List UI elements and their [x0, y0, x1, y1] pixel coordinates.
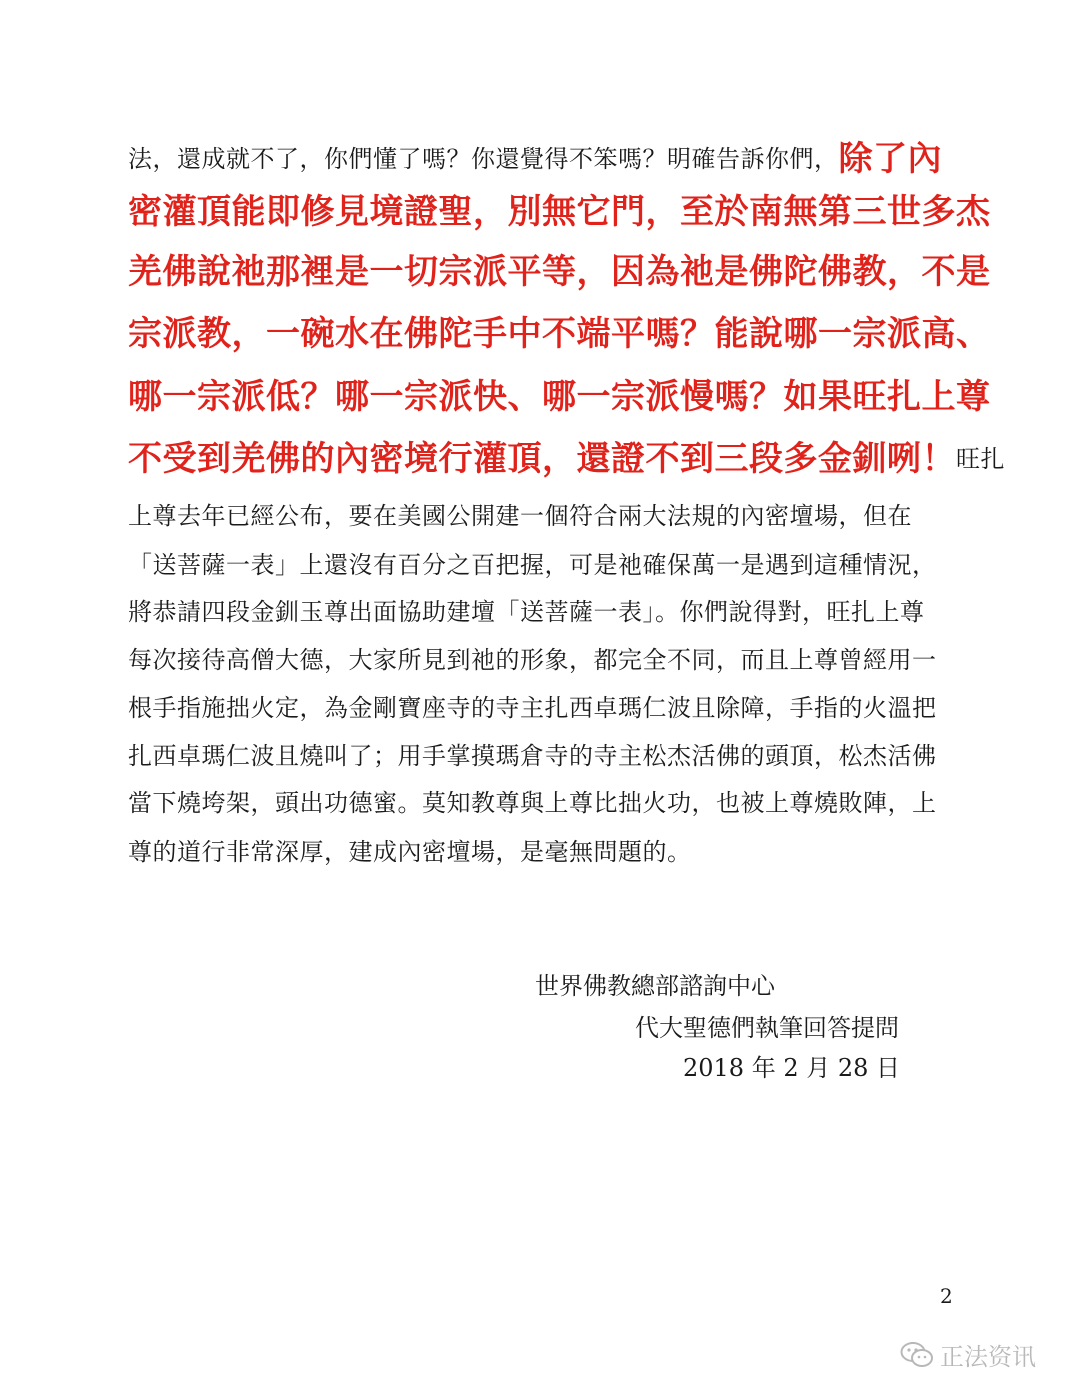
paragraph-line-14: 尊的道行非常深厚，建成內密壇場，是毫無問題的。: [128, 838, 692, 866]
paragraph-line-12: 扎西卓瑪仁波且燒叫了；用手掌摸瑪倉寺的寺主松杰活佛的頭頂，松杰活佛: [128, 742, 937, 770]
paragraph-line-2: 密灌頂能即修見境證聖，別無它門，至於南無第三世多杰: [128, 192, 991, 232]
signature-by: 代大聖德們執筆回答提問: [635, 1014, 899, 1042]
paragraph-line-3: 羌佛說祂那裡是一切宗派平等，因為祂是佛陀佛教，不是: [128, 252, 991, 292]
paragraph-line-5: 哪一宗派低？哪一宗派快、哪一宗派慢嗎？如果旺扎上尊: [128, 377, 991, 417]
watermark: [900, 1337, 1036, 1372]
paragraph-line-8: 「送菩薩一表」上還沒有百分之百把握，可是祂確保萬一是遇到這種情況，: [128, 551, 937, 579]
paragraph-line-6: [128, 437, 1005, 481]
paragraph-line-11: 根手指施拙火定，為金剛寶座寺的寺主扎西卓瑪仁波且除障，手指的火溫把: [128, 694, 937, 722]
line-1-normal-text: 法，還成就不了，你們懂了嗎？你還覺得不笨嗎？明確告訴你們，: [128, 145, 839, 173]
page-number: 2: [940, 1284, 953, 1308]
watermark-text: 正法资讯: [940, 1343, 1036, 1371]
paragraph-line-13: 當下燒垮架，頭出功德蜜。莫知教尊與上尊比拙火功，也被上尊燒敗陣，上: [128, 789, 937, 817]
paragraph-line-9: 將恭請四段金釧玉尊出面協助建壇「送菩薩一表」。你們說得對，旺扎上尊: [128, 598, 925, 626]
signature-date: 2018 年 2 月 28 日: [683, 1054, 901, 1082]
paragraph-line-1: [128, 134, 942, 178]
signature-org: 世界佛教總部諮詢中心: [535, 972, 775, 1000]
paragraph-line-10: 每次接待高僧大德，大家所見到祂的形象，都完全不同，而且上尊曾經用一: [128, 646, 937, 674]
line-1-red-text: 除了內: [838, 139, 942, 179]
paragraph-line-7: 上尊去年已經公布，要在美國公開建一個符合兩大法規的內密壇場，但在: [128, 502, 912, 530]
line-6-normal-text: 旺扎: [956, 445, 1005, 473]
paragraph-line-4: 宗派教，一碗水在佛陀手中不端平嗎？能說哪一宗派高、: [128, 314, 991, 354]
line-6-red-text: 不受到羌佛的內密境行灌頂，還證不到三段多金釧咧！: [128, 439, 956, 479]
wechat-icon: [900, 1341, 934, 1369]
